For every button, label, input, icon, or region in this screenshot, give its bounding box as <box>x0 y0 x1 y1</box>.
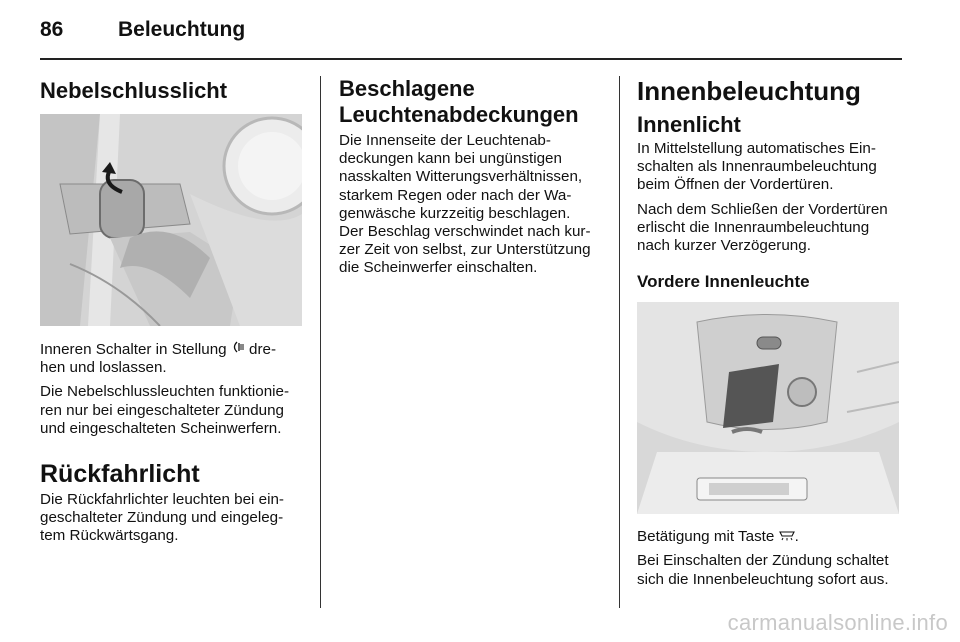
fog-note-line: und eingeschalteten Scheinwerfern. <box>40 419 282 437</box>
column-3 <box>637 76 903 589</box>
text-line: Die Innenseite der Leuchtenab- <box>339 132 551 149</box>
heading-fogged-covers <box>339 76 609 128</box>
text-line: Der Beschlag verschwindet nach kur- <box>339 223 591 241</box>
reverse-light-text <box>40 491 306 546</box>
text-line: Nach dem Schließen der Vordertüren <box>637 200 888 218</box>
text-line: nasskalten Witterungsverhältnissen, <box>339 168 583 186</box>
text-line: deckungen kann bei ungünstigen <box>339 150 562 168</box>
heading-fog-light: Nebelschlusslicht <box>40 78 228 103</box>
page-number: 86 <box>40 18 64 41</box>
fog-instruction-text-a: Inneren Schalter in Stellung <box>40 341 231 358</box>
heading-fogged-covers-l1: Beschlagene <box>339 76 475 101</box>
reverse-text-line: geschalteter Zündung und eingeleg- <box>40 509 284 527</box>
column-divider-2 <box>619 76 620 608</box>
fog-note-line: Die Nebelschlussleuchten funktionie- <box>40 383 290 401</box>
section-title: Beleuchtung <box>118 18 246 41</box>
text-line: schalten als Innenraumbeleuchtung <box>637 158 877 176</box>
text-line: starkem Regen oder nach der Wa- <box>339 186 572 204</box>
text-line: nach kurzer Verzögerung. <box>637 237 811 255</box>
fogged-covers-text <box>339 132 609 278</box>
text-line: erlischt die Innenraumbeleuchtung <box>637 218 870 236</box>
text-line: genwäsche kurzzeitig beschlagen. <box>339 204 571 222</box>
heading-fogged-covers-l2: Leuchtenabdeckungen <box>339 102 579 127</box>
fog-instruction <box>40 340 306 377</box>
figure-fog-switch <box>40 114 302 326</box>
fog-function-note <box>40 383 306 438</box>
operation-text <box>637 528 903 546</box>
fog-instruction-text-c: hen und loslassen. <box>40 359 167 377</box>
ignition-note <box>637 552 903 588</box>
operation-text-b: . <box>794 528 799 546</box>
reverse-text-line: tem Rückwärtsgang. <box>40 527 179 545</box>
column-divider-1 <box>320 76 321 608</box>
text-line: die Scheinwerfer einschalten. <box>339 259 538 277</box>
text-line: beim Öffnen der Vordertüren. <box>637 176 834 194</box>
text-line: Bei Einschalten der Zündung schaltet <box>637 552 889 570</box>
text-line: sich die Innenbeleuchtung sofort aus. <box>637 570 889 588</box>
column-2 <box>339 76 609 278</box>
watermark: carmanualsonline.info <box>727 610 948 635</box>
text-line: In Mittelstellung automatisches Ein- <box>637 140 876 157</box>
figure-front-interior-light <box>637 302 899 514</box>
interior-light-text-2 <box>637 201 903 256</box>
interior-light-text-1 <box>637 140 903 195</box>
operation-text-a: Betätigung mit Taste <box>637 528 779 546</box>
heading-reverse-light: Rückfahrlicht <box>40 460 200 489</box>
interior-light-illustration <box>637 302 899 514</box>
heading-front-interior-light: Vordere Innenleuchte <box>637 272 810 292</box>
heading-interior-light: Innenlicht <box>637 112 741 137</box>
column-1 <box>40 76 306 546</box>
rear-fog-light-icon <box>231 340 245 359</box>
text-line: zer Zeit von selbst, zur Unterstützung <box>339 241 591 259</box>
header-rule <box>40 58 902 60</box>
page-header <box>40 18 245 42</box>
interior-light-icon <box>779 528 795 546</box>
heading-interior-lighting: Innenbeleuchtung <box>637 76 861 106</box>
fog-instruction-text-b: dre- <box>244 341 277 358</box>
fog-switch-illustration <box>40 114 302 326</box>
fog-note-line: ren nur bei eingeschalteter Zündung <box>40 401 285 419</box>
reverse-text-line: Die Rückfahrlichter leuchten bei ein- <box>40 491 284 509</box>
